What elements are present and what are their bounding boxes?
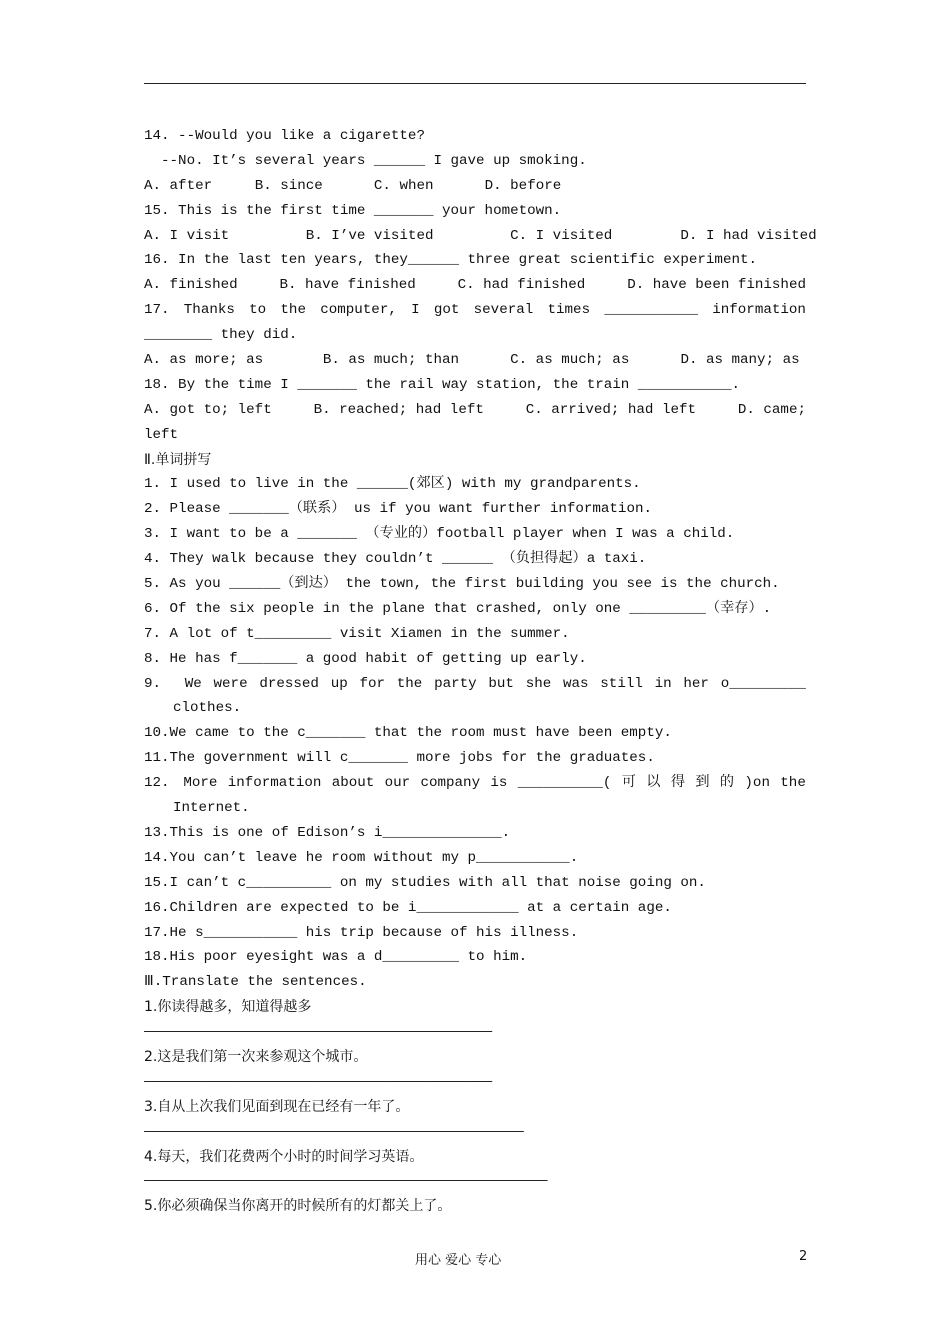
spelling-item: 10.We came to the c_______ that the room must have been empty. bbox=[144, 725, 672, 742]
question-text: ________ they did. bbox=[144, 327, 298, 344]
spelling-item: 13.This is one of Edison’s i______________. bbox=[144, 824, 511, 841]
header-rule bbox=[144, 83, 806, 84]
section-heading: Ⅱ.单词拼写 bbox=[144, 451, 212, 468]
section-heading: Ⅲ.Translate the sentences. bbox=[144, 974, 367, 991]
spelling-item: 16.Children are expected to be i____________ at a certain age. bbox=[144, 899, 672, 916]
answer-options: A. finished B. have finished C. had finished D. have been finished bbox=[144, 277, 806, 294]
question-text: --No. It’s several years ______ I gave up smoking. bbox=[144, 152, 587, 169]
question-text: 15. This is the first time _______ your hometown. bbox=[144, 202, 562, 219]
spelling-item-continued: Internet. bbox=[173, 800, 250, 817]
question-text: 14. --Would you like a cigarette? bbox=[144, 128, 425, 144]
translation-prompt: 4.每天，我们花费两个小时的时间学习英语。 bbox=[144, 1148, 424, 1165]
spelling-item: 1. I used to live in the ______(郊区) with my grandparents. bbox=[144, 476, 641, 493]
question-text: 16. In the last ten years, they______ three great scientific experiment. bbox=[144, 252, 757, 269]
spelling-item: 12. More information about our company is __________( 可 以 得 到 的 )on the bbox=[144, 775, 806, 792]
answer-options: A. after B. since C. when D. before bbox=[144, 177, 562, 194]
answer-option-continued: left bbox=[144, 426, 179, 443]
spelling-item: 11.The government will c_______ more jobs for the graduates. bbox=[144, 750, 655, 767]
worksheet-body bbox=[144, 124, 817, 1219]
translation-prompt: 5.你必须确保当你离开的时候所有的灯都关上了。 bbox=[144, 1198, 452, 1215]
footer-motto: 用心 爱心 专心 bbox=[415, 1253, 502, 1268]
translation-prompt: 3.自从上次我们见面到现在已经有一年了。 bbox=[144, 1098, 410, 1115]
translation-prompt: 1.你读得越多，知道得越多 bbox=[144, 999, 312, 1016]
spelling-item: 5. As you ______（到达） the town, the first building you see is the church. bbox=[144, 576, 780, 593]
answer-line: ——————————————————————————————————————————————————— bbox=[144, 1173, 547, 1190]
spelling-item: 8. He has f_______ a good habit of getting up early. bbox=[144, 650, 587, 667]
spelling-item: 15.I can’t c__________ on my studies with all that noise going on. bbox=[144, 874, 706, 891]
spelling-item-continued: clothes. bbox=[173, 700, 242, 717]
answer-line: ———————————————————————————————————————————————— bbox=[144, 1123, 524, 1140]
spelling-item: 6. Of the six people in the plane that crashed, only one _________（幸存）. bbox=[144, 600, 772, 617]
answer-line: ———————————————————————————————————————————— bbox=[144, 1024, 492, 1041]
page-number: 2 bbox=[799, 1249, 808, 1264]
spelling-item: 17.He s___________ his trip because of his illness. bbox=[144, 924, 579, 941]
spelling-item: 2. Please _______（联系） us if you want further information. bbox=[144, 501, 652, 518]
spelling-item: 7. A lot of t_________ visit Xiamen in the summer. bbox=[144, 625, 570, 642]
spelling-item: 14.You can’t leave he room without my p___________. bbox=[144, 849, 579, 866]
answer-options: A. I visit B. I’ve visited C. I visited D. I had visited bbox=[144, 227, 817, 244]
spelling-item: 3. I want to be a _______ （专业的）football player when I was a child. bbox=[144, 526, 735, 543]
question-text: 18. By the time I _______ the rail way station, the train ___________. bbox=[144, 376, 740, 393]
translation-prompt: 2.这是我们第一次来参观这个城市。 bbox=[144, 1048, 368, 1065]
answer-line: ———————————————————————————————————————————— bbox=[144, 1073, 492, 1090]
answer-options: A. as more; as B. as much; than C. as much; as D. as many; as bbox=[144, 352, 800, 369]
answer-options: A. got to; left B. reached; had left C. arrived; had left D. came; bbox=[144, 401, 806, 418]
spelling-item: 9. We were dressed up for the party but she was still in her o_________ bbox=[144, 675, 806, 692]
spelling-item: 18.His poor eyesight was a d_________ to him. bbox=[144, 949, 528, 966]
question-text: 17. Thanks to the computer, I got several times ___________ information bbox=[144, 302, 806, 319]
spelling-item: 4. They walk because they couldn’t ______ （负担得起）a taxi. bbox=[144, 551, 647, 568]
